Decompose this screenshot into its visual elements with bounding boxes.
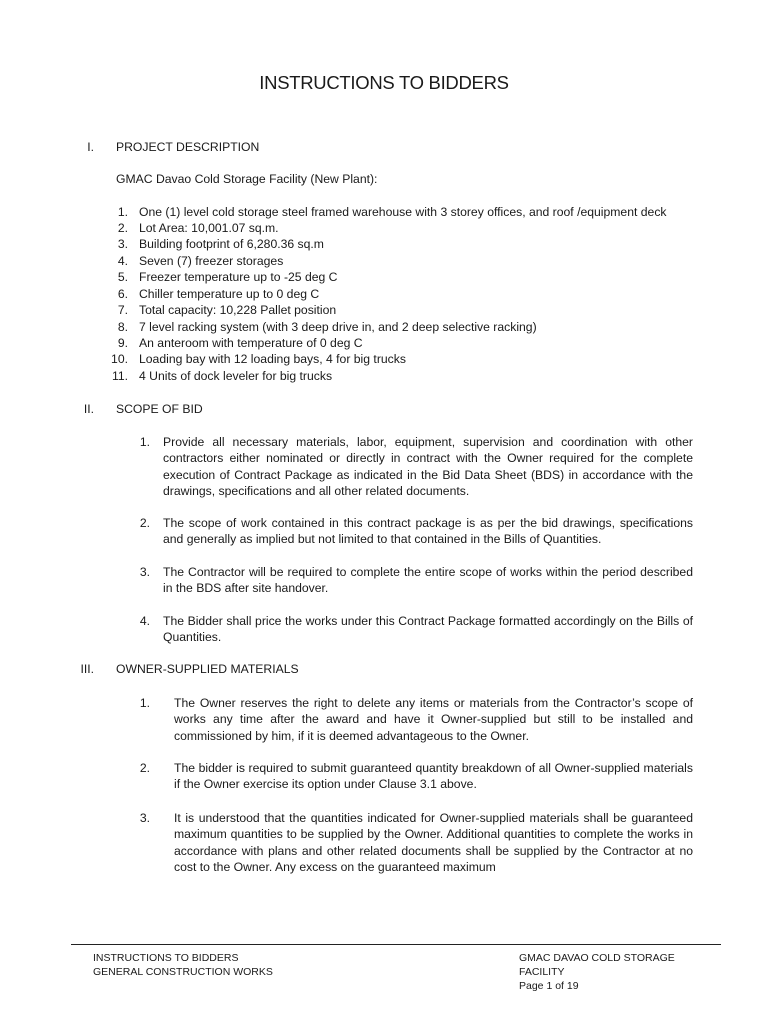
list-item: Seven (7) freezer storages — [139, 254, 284, 268]
footer-project-name: GMAC DAVAO COLD STORAGE — [519, 952, 675, 964]
page-number: Page 1 of 19 — [519, 980, 579, 992]
section-title: SCOPE OF BID — [116, 402, 203, 416]
list-number: 3. — [139, 565, 150, 579]
list-number: 1. — [117, 205, 128, 219]
list-number: 1. — [139, 435, 150, 449]
paragraph: Provide all necessary materials, labor, equipment, supervision and coordination with other contractors either nominated or directly in contract with the Owner required for the complete execution of Contract Package as indicated in the Bid Data Sheet (BDS) in accordance with the drawings, specifications and all other related documents. — [163, 435, 693, 499]
list-item: 7 level racking system (with 3 deep drive in, and 2 deep selective racking) — [139, 320, 537, 334]
list-number: 2. — [117, 221, 128, 235]
section-intro: GMAC Davao Cold Storage Facility (New Plant): — [116, 172, 378, 186]
list-item: 4 Units of dock leveler for big trucks — [139, 369, 333, 383]
list-item: Lot Area: 10,001.07 sq.m. — [139, 221, 279, 235]
paragraph: The Contractor will be required to complete the entire scope of works within the period described in the BDS after site handover. — [163, 565, 693, 596]
paragraph: The Owner reserves the right to delete any items or materials from the Contractor’s scope of works any time after the award and have it Owner-supplied but still to be installed and commissioned by him, if it is deemed advantageous to the Owner. — [174, 696, 693, 743]
paragraph: It is understood that the quantities indicated for Owner-supplied materials shall be guaranteed maximum quantities to be supplied by the Owner. Additional quantities to complete the works in accordance with plans and other related documents shall be supplied by the Contractor at no cost to the Owner. Any excess on the guaranteed maximum — [174, 811, 693, 875]
list-item: Loading bay with 12 loading bays, 4 for big trucks — [139, 352, 406, 366]
paragraph: The Bidder shall price the works under this Contract Package formatted accordingly on the Bills of Quantities. — [163, 614, 693, 645]
list-number: 5. — [117, 270, 128, 284]
list-item: Freezer temperature up to -25 deg C — [139, 270, 338, 284]
list-item: One (1) level cold storage steel framed warehouse with 3 storey offices, and roof /equipment deck — [139, 205, 667, 219]
list-number: 6. — [117, 287, 128, 301]
list-item: An anteroom with temperature of 0 deg C — [139, 336, 363, 350]
footer-divider — [71, 944, 721, 945]
footer-doc-title: INSTRUCTIONS TO BIDDERS — [93, 952, 239, 964]
section-number: I. — [87, 140, 94, 154]
list-number: 3. — [139, 811, 150, 825]
list-number: 1. — [139, 696, 150, 710]
footer-project-name-cont: FACILITY — [519, 966, 565, 978]
list-number: 3. — [117, 237, 128, 251]
list-number: 9. — [117, 336, 128, 350]
paragraph: The scope of work contained in this contract package is as per the bid drawings, specifications and generally as implied but not limited to that contained in the Bills of Quantities. — [163, 516, 693, 547]
section-number: III. — [80, 662, 94, 676]
footer-doc-subtitle: GENERAL CONSTRUCTION WORKS — [93, 966, 273, 978]
footer-right — [519, 951, 675, 993]
section-title: PROJECT DESCRIPTION — [116, 140, 260, 154]
list-number: 2. — [139, 761, 150, 775]
document-title: INSTRUCTIONS TO BIDDERS — [259, 72, 509, 93]
list-number: 11. — [111, 369, 128, 383]
list-number: 10. — [111, 352, 128, 366]
section-number: II. — [83, 402, 94, 416]
list-item: Chiller temperature up to 0 deg C — [139, 287, 320, 301]
list-item: Total capacity: 10,228 Pallet position — [139, 303, 337, 317]
footer-left — [93, 951, 273, 979]
list-item: Building footprint of 6,280.36 sq.m — [139, 237, 324, 251]
list-number: 2. — [139, 516, 150, 530]
list-number: 7. — [117, 303, 128, 317]
list-number: 4. — [117, 254, 128, 268]
paragraph: The bidder is required to submit guaranteed quantity breakdown of all Owner-supplied materials if the Owner exercise its option under Clause 3.1 above. — [174, 761, 693, 792]
list-number: 4. — [139, 614, 150, 628]
list-number: 8. — [117, 320, 128, 334]
section-title: OWNER-SUPPLIED MATERIALS — [116, 662, 299, 676]
